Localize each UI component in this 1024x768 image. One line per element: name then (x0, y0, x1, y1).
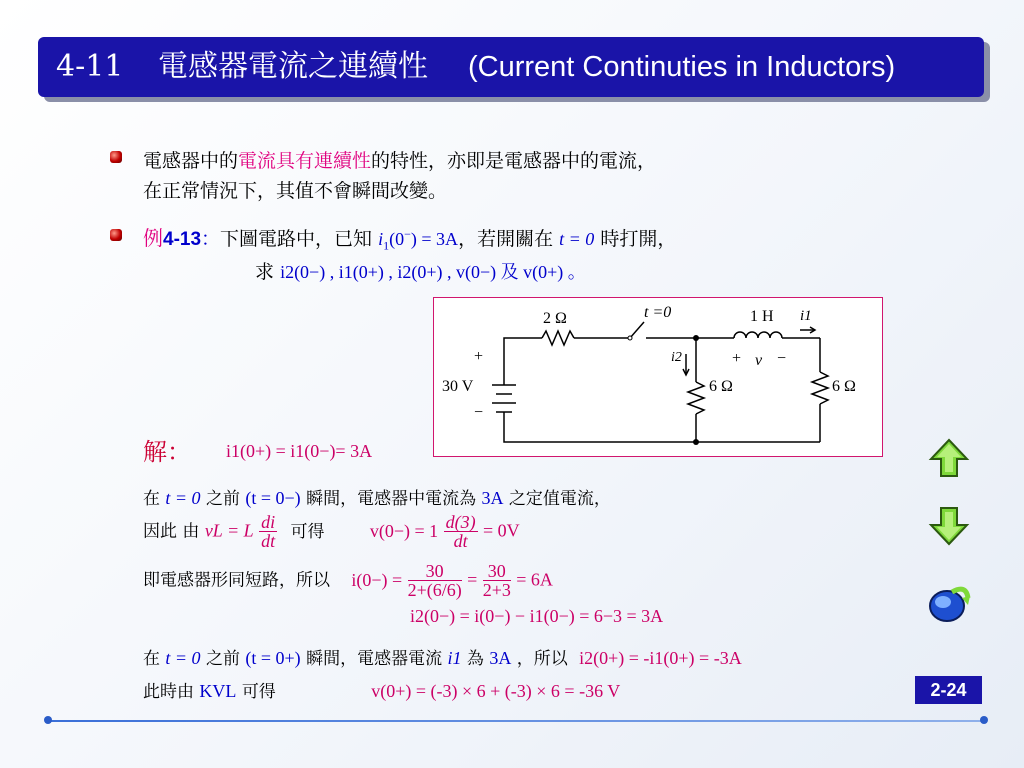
bullet2-line1 (143, 222, 676, 254)
solution-line6: 此時由 KVL 可得 v(0+) = (-3) × 6 + (-3) × 6 = -36 V (143, 681, 621, 702)
v-label: v (755, 352, 763, 369)
bullet2-t0: t = 0 (559, 229, 595, 249)
solution-line1: 在 t = 0 之前 (t = 0−) 瞬間，電感器中電流為 3A 之定值電流， (143, 488, 611, 509)
example-number: 4-13 (163, 229, 202, 250)
bullet2-line2 (255, 257, 586, 284)
bullet2-text2: ，若開關在 (458, 228, 554, 250)
footer-dot-right (980, 716, 988, 724)
solution-label: 解： (143, 438, 191, 466)
solution-line4: i2(0−) = i(0−) − i1(0−) = 6−3 = 3A (410, 606, 664, 626)
circuit-diagram (433, 297, 883, 457)
switch-label: t =0 (644, 304, 672, 321)
bullet1-highlight: 電流具有連續性 (238, 150, 372, 172)
i2-label: i2 (671, 350, 682, 365)
bullet1-text-b: 的特性，亦即是電感器中的電流， (371, 150, 657, 172)
footer-line (48, 720, 984, 722)
given-value: $i_1(0^-) = 3A$ (378, 227, 459, 253)
ask-items: i2(0−) , i1(0+) , i2(0+) , v(0−) 及 v(0+) 。 (280, 262, 586, 282)
solution-line5: 在 t = 0 之前 (t = 0+) 瞬間，電感器電流 i1 為 3A ，所以 i2(0+) = -i1(0+) = -3A (143, 648, 742, 669)
down-arrow-icon[interactable] (928, 505, 970, 551)
bullet2-text3: 時打開， (600, 228, 677, 250)
solution-line3: 即電感器形同短路，所以 i(0−) = $\frac{30}{2+(6/6)}$ = $\frac{30}{2+3}$ = 6A (143, 561, 553, 600)
bullet1-text-a: 電感器中的 (143, 150, 239, 172)
footer-dot-left (44, 716, 52, 724)
resistor-6ohm-right-label: 6 Ω (832, 378, 856, 395)
example-colon: ： (201, 228, 221, 250)
solution-line2: 因此 由 vL = L $\frac{di}{dt}$ 可得 v(0−) = 1 $\frac{d(3)}{dt}$ = 0V (143, 512, 520, 551)
up-arrow-icon[interactable] (928, 437, 970, 483)
page-number: 2-24 (915, 676, 982, 704)
ask-label: 求 (255, 261, 275, 283)
bullet2-text1: 下圖電路中，已知 (220, 228, 373, 250)
source-plus: + (474, 348, 484, 365)
bullet-icon (110, 229, 122, 241)
bullet-icon (110, 151, 122, 163)
title-english: (Current Continuties in Inductors) (468, 51, 896, 83)
title-number: 4-11 (56, 49, 124, 84)
solution-eq0: i1(0+) = i1(0−)= 3A (226, 441, 373, 461)
bullet1-line1 (143, 146, 656, 173)
v-minus: − (777, 350, 787, 367)
source-minus: − (474, 404, 484, 421)
v-plus: + (732, 350, 742, 367)
source-label: 30 V (442, 378, 474, 395)
resistor-6ohm-middle-label: 6 Ω (709, 378, 733, 395)
inductor-label: 1 H (750, 308, 774, 325)
resistor-2ohm-label: 2 Ω (543, 310, 567, 327)
example-label: 例 (143, 226, 163, 250)
return-icon[interactable] (926, 580, 972, 630)
i1-label: i1 (800, 308, 812, 324)
title-chinese: 電感器電流之連續性 (158, 49, 428, 84)
slide-title (38, 37, 984, 97)
bullet1-line2: 在正常情況下，其值不會瞬間改變。 (143, 180, 448, 202)
